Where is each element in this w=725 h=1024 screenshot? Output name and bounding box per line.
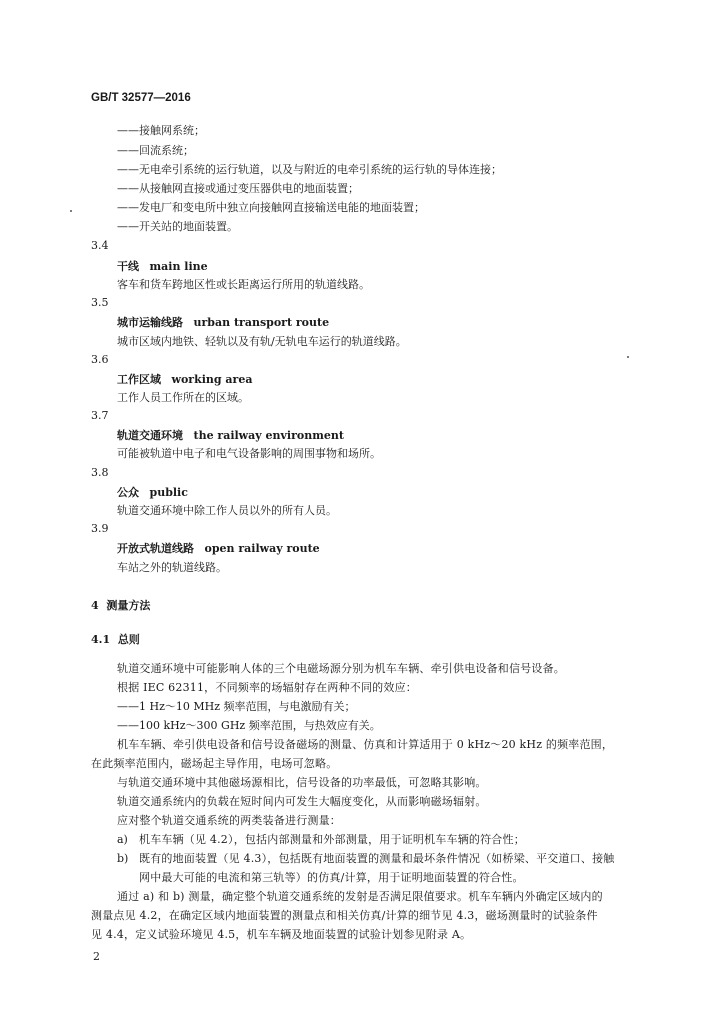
paragraph: ——100 kHz～300 GHz 频率范围，与热效应有关。 <box>117 719 381 732</box>
term-zh: 工作区域 <box>117 373 161 386</box>
term-zh: 城市运输线路 <box>117 316 183 329</box>
page-number: 2 <box>93 950 100 963</box>
term-definition: 可能被轨道中电子和电气设备影响的周围事物和场所。 <box>117 447 381 460</box>
clause-number: 3.7 <box>91 409 109 422</box>
subsection-heading <box>91 633 140 647</box>
subsection-title: 总则 <box>117 633 140 646</box>
term-definition: 轨道交通环境中除工作人员以外的所有人员。 <box>117 504 337 517</box>
list-text-continuation: 网中最大可能的电流和第三轨等）的仿真/计算，用于证明地面装置的符合性。 <box>139 871 524 884</box>
standard-code: GB/T 32577—2016 <box>91 92 191 104</box>
subsection-number: 4.1 <box>91 633 111 646</box>
list-item: ——接触网系统； <box>117 124 205 137</box>
paragraph-continuation: 测量点见 4.2，在确定区域内地面装置的测量点和相关仿真/计算的细节见 4.3，磁场测量时的试验条件 <box>91 909 598 922</box>
clause-number: 3.9 <box>91 522 109 535</box>
paragraph: 通过 a) 和 b) 测量，确定整个轨道交通系统的发射是否满足限值要求。机车车辆内外确定区域内的 <box>117 890 603 903</box>
list-item: ——回流系统； <box>117 144 194 157</box>
term-en: open railway route <box>204 542 320 555</box>
list-item: ——无电牵引系统的运行轨道，以及与附近的电牵引系统的运行轨的导体连接； <box>117 163 502 176</box>
list-item: ——从接触网直接或通过变压器供电的地面装置； <box>117 182 359 195</box>
paragraph-continuation: 见 4.4，定义试验环境见 4.5，机车车辆及地面装置的试验计划参见附录 A。 <box>91 928 472 941</box>
term-heading <box>117 260 208 274</box>
paragraph: 应对整个轨道交通系统的两类装备进行测量： <box>117 814 341 827</box>
term-definition: 城市区域内地铁、轻轨以及有轨/无轨电车运行的轨道线路。 <box>117 335 407 348</box>
paragraph: 与轨道交通环境中其他磁场源相比，信号设备的功率最低，可忽略其影响。 <box>117 776 487 789</box>
paragraph: ——1 Hz～10 MHz 频率范围，与电激励有关； <box>117 700 356 713</box>
list-label: a) <box>117 833 128 846</box>
clause-number: 3.6 <box>91 353 109 366</box>
term-zh: 公众 <box>117 486 139 499</box>
clause-number: 3.8 <box>91 466 109 479</box>
scan-speck <box>627 356 629 358</box>
term-en: public <box>149 486 188 499</box>
term-zh: 轨道交通环境 <box>117 429 183 442</box>
section-title: 测量方法 <box>106 599 151 612</box>
term-heading <box>117 316 329 330</box>
scan-speck <box>70 210 72 212</box>
term-en: urban transport route <box>193 316 330 329</box>
paragraph: 根据 IEC 62311，不同频率的场辐射存在两种不同的效应： <box>117 681 417 694</box>
clause-number: 3.4 <box>91 239 109 252</box>
term-heading <box>117 429 344 443</box>
term-en: working area <box>171 373 253 386</box>
term-heading <box>117 373 252 387</box>
term-zh: 开放式轨道线路 <box>117 542 194 555</box>
paragraph: 机车车辆、牵引供电设备和信号设备磁场的测量、仿真和计算适用于 0 kHz～20 kHz 的频率范围， <box>117 738 614 751</box>
section-number: 4 <box>91 599 99 612</box>
term-heading <box>117 486 188 500</box>
section-heading <box>91 599 150 613</box>
term-definition: 客车和货车跨地区性或长距离运行所用的轨道线路。 <box>117 278 370 291</box>
term-definition: 工作人员工作所在的区域。 <box>117 391 249 404</box>
list-text: 机车车辆（见 4.2），包括内部测量和外部测量，用于证明机车车辆的符合性； <box>139 833 525 846</box>
term-en: the railway environment <box>193 429 344 442</box>
paragraph: 轨道交通系统内的负载在短时间内可发生大幅度变化，从而影响磁场辐射。 <box>117 795 487 808</box>
paragraph: 轨道交通环境中可能影响人体的三个电磁场源分别为机车车辆、牵引供电设备和信号设备。 <box>117 662 565 675</box>
term-definition: 车站之外的轨道线路。 <box>117 561 227 574</box>
term-en: main line <box>149 260 208 273</box>
list-item: ——发电厂和变电所中独立向接触网直接输送电能的地面装置； <box>117 201 425 214</box>
list-label: b) <box>117 852 129 865</box>
list-item: ——开关站的地面装置。 <box>117 220 238 233</box>
term-zh: 干线 <box>117 260 139 273</box>
term-heading <box>117 542 320 556</box>
clause-number: 3.5 <box>91 296 109 309</box>
list-text: 既有的地面装置（见 4.3），包括既有地面装置的测量和最坏条件情况（如桥梁、平交道口、接触 <box>139 852 615 865</box>
paragraph-continuation: 在此频率范围内，磁场起主导作用，电场可忽略。 <box>91 757 338 770</box>
